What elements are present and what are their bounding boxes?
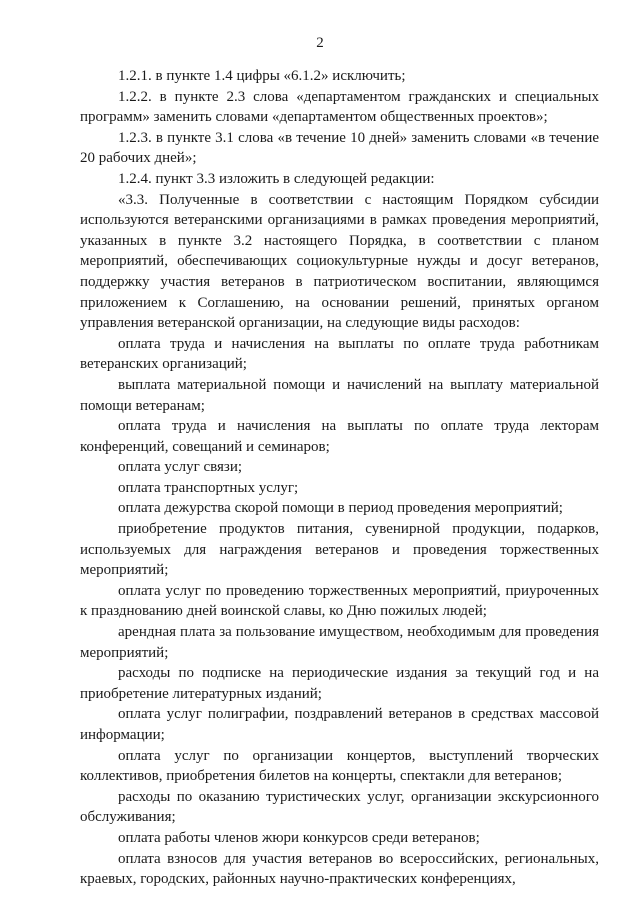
expense-item: оплата услуг по организации концертов, выступлений творческих коллективов, приобретения билетов на концерты, спектакли для ветеранов; — [80, 747, 599, 785]
expense-item: оплата труда и начисления на выплаты по оплате труда работникам ветеранских организаций; — [80, 335, 599, 373]
paragraph-1-2-2: 1.2.2. в пункте 2.3 слова «департаментом гражданских и специальных программ» заменить словами «департаментом общественных проектов»; — [80, 88, 599, 126]
expense-item: оплата дежурства скорой помощи в период проведения мероприятий; — [118, 500, 563, 517]
expense-item: оплата взносов для участия ветеранов во всероссийских, региональных, краевых, городских, районных научно-практических конференциях, — [80, 850, 599, 888]
expense-item: оплата работы членов жюри конкурсов среди ветеранов; — [118, 829, 480, 846]
document-body — [80, 66, 599, 890]
page-number: 2 — [316, 35, 324, 51]
expense-item: оплата труда и начисления на выплаты по оплате труда лекторам конференций, совещаний и семинаров; — [80, 418, 599, 455]
expense-item: оплата услуг по проведению торжественных мероприятий, приуроченных к празднованию дней воинской славы, ко Дню пожилых людей; — [80, 582, 599, 620]
expense-item: оплата услуг связи; — [118, 459, 243, 476]
expense-item: расходы по подписке на периодические издания за текущий год и на приобретение литературных изданий; — [80, 665, 599, 702]
paragraph-3-3: «3.3. Полученные в соответствии с настоящим Порядком субсидии используются ветеранскими организациями в рамках проведения мероприятий, указанных в пункте 3.2 настоящего Порядка, в соответствии с планом мероприятий, обеспечивающих социокультурные нужды и досуг ветеранов, поддержку участия ветеранов в патриотическом воспитании, являющимся приложением к Соглашению, на основании решений, принятых органом управления ветеранской организации, на следующие виды расходов: — [80, 191, 599, 332]
paragraph-1-2-1: 1.2.1. в пункте 1.4 цифры «6.1.2» исключить; — [118, 68, 406, 84]
expense-item: арендная плата за пользование имуществом, необходимым для проведения мероприятий; — [80, 624, 599, 661]
expense-item: оплата транспортных услуг; — [118, 479, 299, 496]
paragraph-1-2-4: 1.2.4. пункт 3.3 изложить в следующей редакции: — [118, 170, 435, 187]
paragraph-1-2-3: 1.2.3. в пункте 3.1 слова «в течение 10 дней» заменить словами «в течение 20 рабочих дней»; — [80, 129, 599, 167]
expense-item: выплата материальной помощи и начислений на выплату материальной помощи ветеранам; — [80, 376, 599, 414]
expense-item: расходы по оказанию туристических услуг, организации экскурсионного обслуживания; — [80, 788, 599, 826]
expense-item: приобретение продуктов питания, сувенирной продукции, подарков, используемых для награждения ветеранов и проведения торжественных мероприятий; — [80, 521, 599, 579]
expense-item: оплата услуг полиграфии, поздравлений ветеранов в средствах массовой информации; — [80, 706, 599, 743]
